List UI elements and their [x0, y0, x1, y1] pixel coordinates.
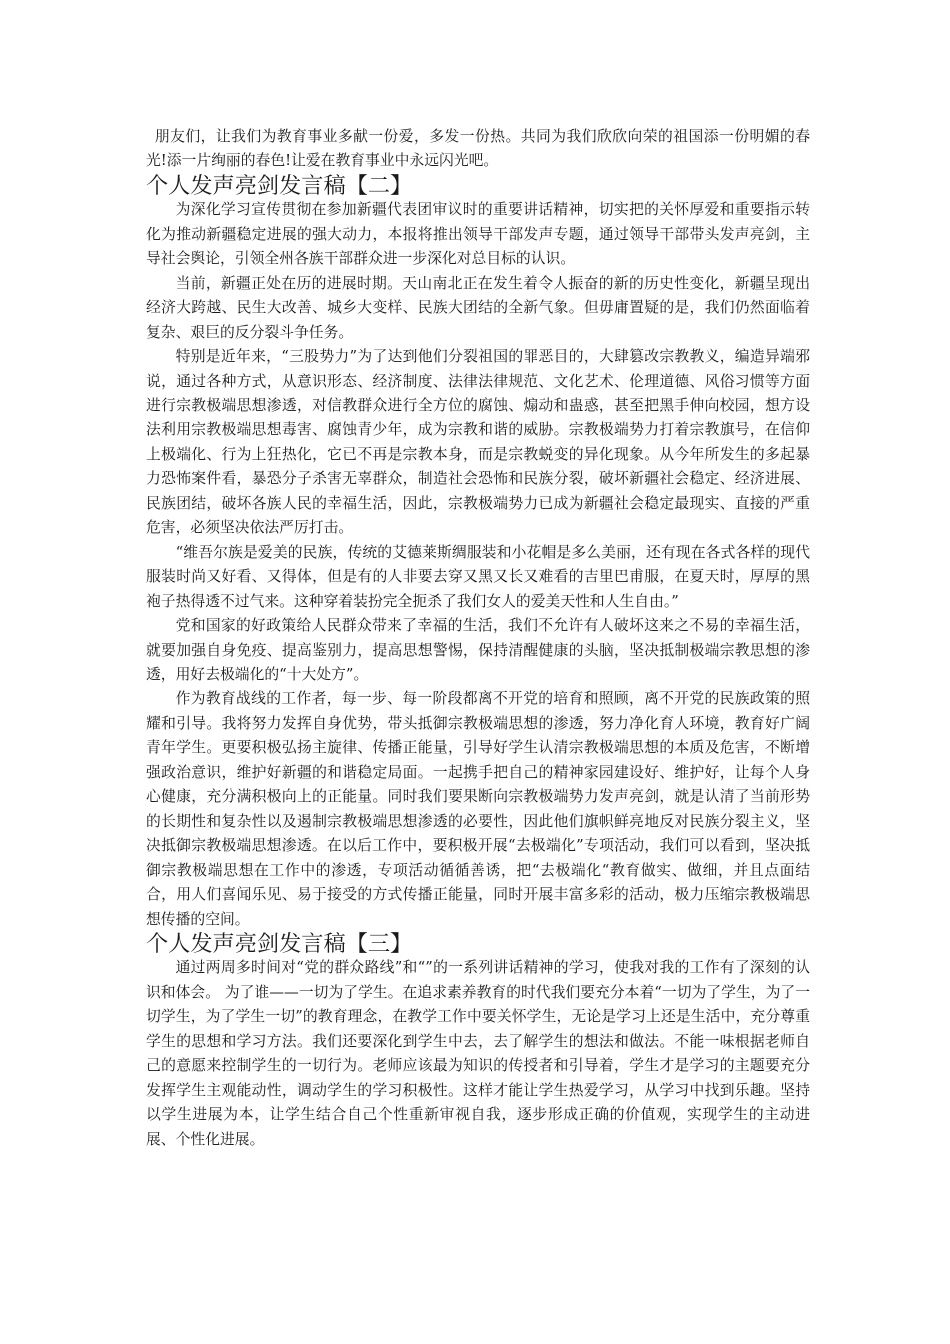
section-heading: 个人发声亮剑发言稿【三】 [146, 930, 413, 957]
paragraph: 特别是近年来，“三股势力”为了达到他们分裂祖国的罪恶目的，大肆篡改宗教教义，编造异端邪说，通过各种方式，从意识形态、经济制度、法律法律规范、文化艺术、伦理道德、风俗习惯等方面进行宗教极端思想渗透，对信教群众进行全方位的腐蚀、煽动和蛊惑，甚至把黑手伸向校园，想方设法利用宗教极端思想毒害、腐蚀青少年，成为宗教和谐的威胁。宗教极端势力打着宗教旗号，在信仰上极端化、行为上狂热化，它已不再是宗教本身，而是宗教蜕变的异化现象。从今年所发生的多起暴力恐怖案件看，暴恐分子杀害无辜群众，制造社会恐怖和民族分裂，破坏新疆社会稳定、经济进展、民族团结，破坏各族人民的幸福生活，因此，宗教极端势力已成为新疆社会稳定最现实、直接的严重危害，必须坚决依法严厉打击。 [146, 348, 810, 537]
paragraph: 通过两周多时间对“党的群众路线”和“”的一系列讲话精神的学习，使我对我的工作有了深刻的认识和体会。 为了谁——一切为了学生。在追求素养教育的时代我们要充分本着“一切为了学生，为了一切学生，为了学生一切”的教育理念，在教学工作中要关怀学生，无论是学习上还是生活中，充分尊重学生的思想和学习方法。我们还要深化到学生中去，去了解学生的想法和做法。不能一味根据老师自己的意愿来控制学生的一切行为。老师应该最为知识的传授者和引导着，学生才是学习的主题要充分发挥学生主观能动性，调动学生的学习积极性。这样才能让学生热爱学习，从学习中找到乐趣。坚持以学生进展为本，让学生结合自己个性重新审视自我，逐步形成正确的价值观，实现学生的主动进展、个性化进展。 [146, 959, 810, 1148]
paragraph: 党和国家的好政策给人民群众带来了幸福的生活，我们不允许有人破坏这来之不易的幸福生活，就要加强自身免疫、提高鉴别力，提高思想警惕，保持清醒健康的头脑，坚决抵制极端宗教思想的渗透，用好去极端化的“十大处方”。 [146, 617, 810, 683]
paragraph: “维吾尔族是爱美的民族，传统的艾德莱斯绸服装和小花帽是多么美丽，还有现在各式各样的现代服装时尚又好看、又得体，但是有的人非要去穿又黑又长又难看的吉里巴甫服，在夏天时，厚厚的黑袍子热得透不过气来。这种穿着装扮完全扼杀了我们女人的爱美天性和人生自由。” [146, 543, 810, 610]
paragraph: 作为教育战线的工作者，每一步、每一阶段都离不开党的培育和照顾，离不开党的民族政策的照耀和引导。我将努力发挥自身优势，带头抵御宗教极端思想的渗透，努力净化育人环境，教育好广阔青年学生。更要积极弘扬主旋律、传播正能量，引导好学生认清宗教极端思想的本质及危害，不断增强政治意识，维护好新疆的和谐稳定局面。一起携手把自己的精神家园建设好、维护好，让每个人身心健康，充分满积极向上的正能量。同时我们要果断向宗教极端势力发声亮剑，就是认清了当前形势的长期性和复杂性以及遏制宗教极端思想渗透的必要性，因此他们旗帜鲜亮地反对民族分裂主义，坚决抵御宗教极端思想渗透。在以后工作中，要积极开展“去极端化”专项活动，我们可以看到，坚决抵御宗教极端思想在工作中的渗透，专项活动循循善诱，把“去极端化“教育做实、做细，并且点面结合，用人们喜闻乐见、易于接受的方式传播正能量，同时开展丰富多彩的活动，极力压缩宗教极端思想传播的空间。 [146, 690, 810, 928]
document-page [146, 125, 810, 1152]
paragraph: 为深化学习宣传贯彻在参加新疆代表团审议时的重要讲话精神，切实把的关怀厚爱和重要指示转化为推动新疆稳定进展的强大动力，本报将推出领导干部发声专题，通过领导干部带头发声亮剑，主导社会舆论，引领全州各族干部群众进一步深化对总目标的认识。 [146, 201, 810, 268]
paragraph: 朋友们，让我们为教育事业多献一份爱，多发一份热。共同为我们欣欣向荣的祖国添一份明媚的春光!添一片绚丽的春色!让爱在教育事业中永远闪光吧。 [146, 128, 810, 170]
paragraph: 当前，新疆正处在历的进展时期。天山南北正在发生着令人振奋的新的历史性变化，新疆呈现出经济大跨越、民生大改善、城乡大变样、民族大团结的全新气象。但毋庸置疑的是，我们仍然面临着复杂、艰巨的反分裂斗争任务。 [146, 274, 810, 341]
section-heading: 个人发声亮剑发言稿【二】 [146, 172, 413, 199]
